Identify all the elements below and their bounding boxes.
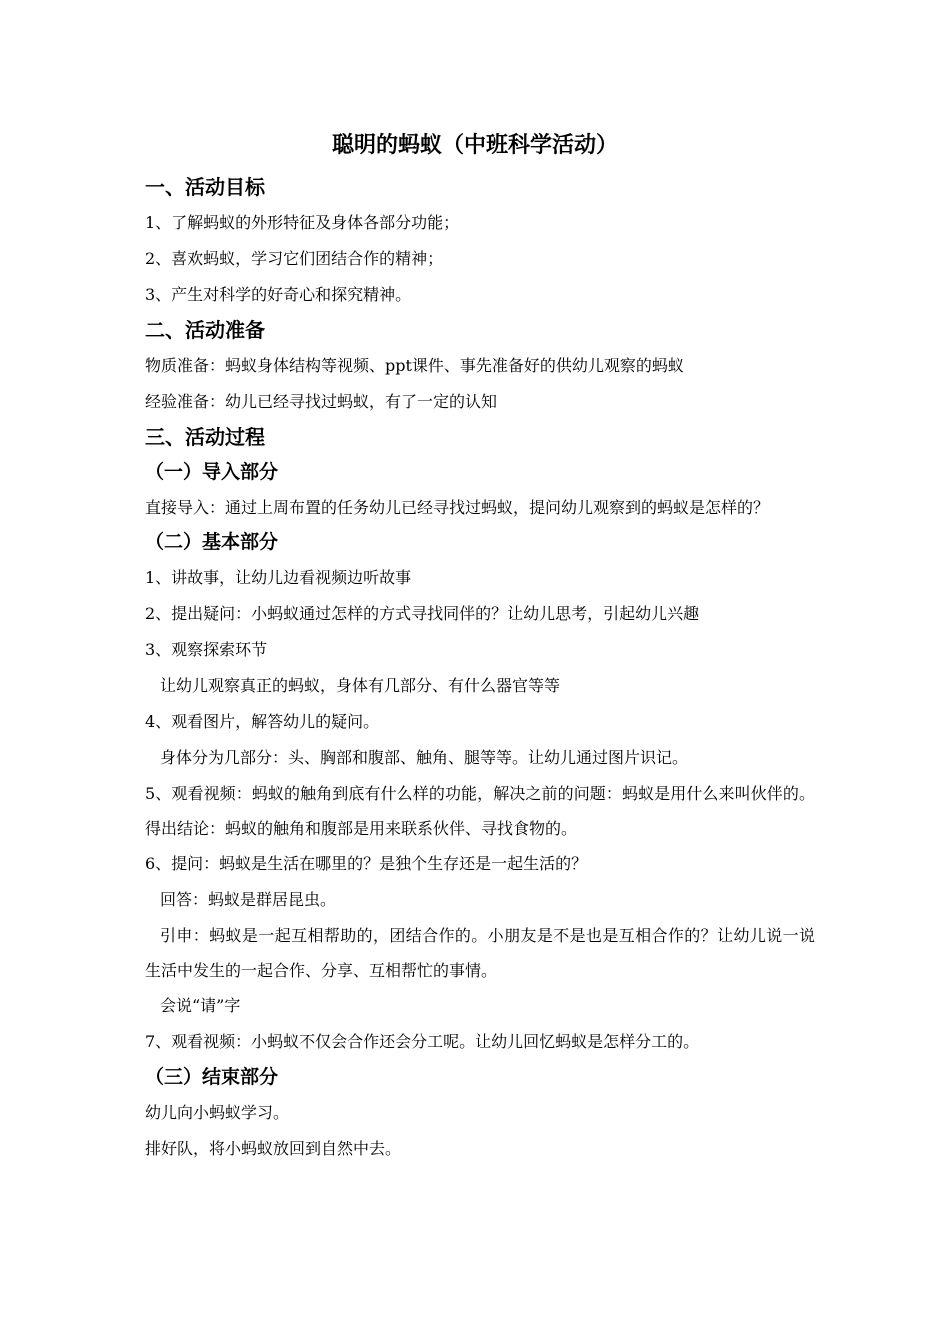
goal-item: 3、产生对科学的好奇心和探究精神。	[145, 285, 412, 304]
subsection-heading-intro: （一）导入部分	[145, 461, 279, 483]
document-body	[145, 170, 815, 1167]
ending-item: 幼儿向小蚂蚁学习。	[145, 1103, 290, 1122]
process-detail: 引申：蚂蚁是一起互相帮助的，团结合作的。小朋友是不是也是互相合作的？让幼儿说一说生活中发生的一起合作、分享、互相帮忙的事情。	[145, 926, 815, 980]
document-title: 聪明的蚂蚁（中班科学活动）	[331, 133, 618, 158]
subsection-heading-main: （二）基本部分	[145, 531, 279, 553]
goal-item: 2、喜欢蚂蚁，学习它们团结合作的精神；	[145, 249, 444, 268]
process-step: 1、讲故事，让幼儿边看视频边听故事	[145, 568, 412, 587]
process-step: 2、提出疑问：小蚂蚁通过怎样的方式寻找同伴的？让幼儿思考，引起幼儿兴趣	[145, 604, 700, 623]
material-preparation: 物质准备：蚂蚁身体结构等视频、ppt课件、事先准备好的供幼儿观察的蚂蚁	[145, 356, 684, 375]
ending-item: 排好队，将小蚂蚁放回到自然中去。	[145, 1139, 402, 1158]
subsection-heading-ending: （三）结束部分	[145, 1066, 279, 1088]
process-detail: 身体分为几部分：头、胸部和腹部、触角、腿等等。让幼儿通过图片识记。	[160, 748, 689, 767]
process-step: 6、提问：蚂蚁是生活在哪里的？是独个生存还是一起生活的？	[145, 854, 588, 873]
process-detail: 回答：蚂蚁是群居昆虫。	[160, 890, 337, 909]
process-step: 3、观察探索环节	[145, 640, 268, 659]
goal-item: 1、了解蚂蚁的外形特征及身体各部分功能；	[145, 213, 460, 232]
process-detail: 会说“请”字	[160, 996, 241, 1015]
section-heading-process: 三、活动过程	[145, 425, 265, 449]
experience-preparation: 经验准备：幼儿已经寻找过蚂蚁，有了一定的认知	[145, 392, 498, 411]
process-detail: 让幼儿观察真正的蚂蚁，身体有几部分、有什么器官等等	[160, 676, 561, 695]
section-heading-preparation: 二、活动准备	[145, 318, 265, 342]
section-heading-goals: 一、活动目标	[145, 175, 265, 199]
intro-text: 直接导入：通过上周布置的任务幼儿已经寻找过蚂蚁，提问幼儿观察到的蚂蚁是怎样的？	[145, 498, 770, 517]
process-step: 4、观看图片，解答幼儿的疑问。	[145, 712, 380, 731]
process-step: 7、观看视频：小蚂蚁不仅会合作还会分工呢。让幼儿回忆蚂蚁是怎样分工的。	[145, 1032, 700, 1051]
process-step: 5、观看视频：蚂蚁的触角到底有什么样的功能，解决之前的问题：蚂蚁是用什么来叫伙伴的。得出结论：蚂蚁的触角和腹部是用来联系伙伴、寻找食物的。	[145, 784, 815, 838]
